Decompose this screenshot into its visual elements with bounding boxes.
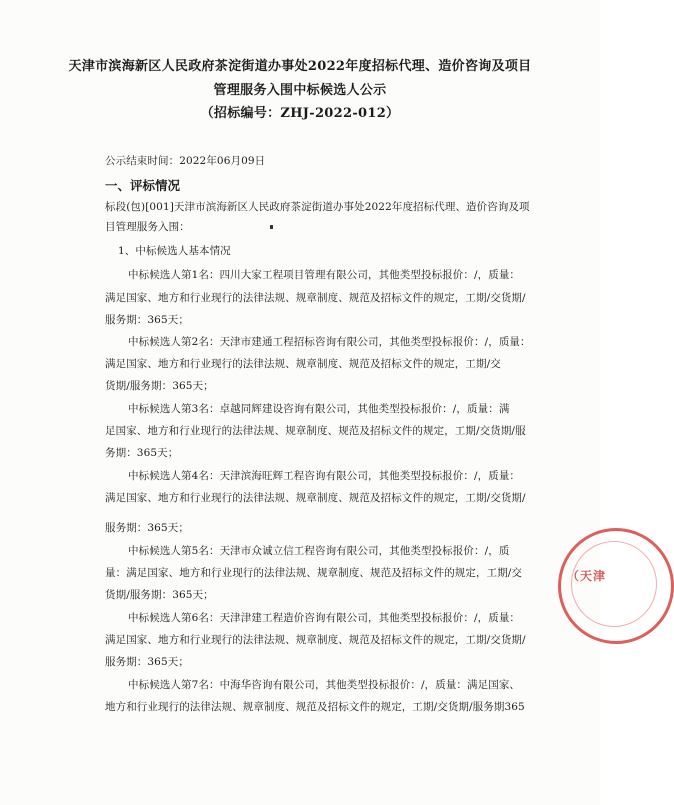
- candidate-4-line-2: 满足国家、地方和行业现行的法律法规、规章制度、规范及招标文件的规定，工期/交货期/: [105, 492, 526, 504]
- candidate-5-line-3: 货期/服务期：365天；: [105, 589, 214, 601]
- candidate-4-line-3: 服务期：365天；: [105, 522, 189, 534]
- candidate-2-line-1: 中标候选人第2名：天津市建通工程招标咨询有限公司，其他类型投标报价：/，质量：: [128, 336, 531, 348]
- official-seal-inner-ring: [571, 541, 657, 627]
- candidate-6-line-1: 中标候选人第6名：天津津建工程造价咨询有限公司，其他类型投标报价：/，质量：: [128, 612, 521, 624]
- official-seal: [558, 528, 674, 644]
- lot-description-line-1: 标段(包)[001]天津市滨海新区人民政府茶淀街道办事处2022年度招标代理、造价咨询及项: [105, 201, 530, 213]
- candidate-3-line-2: 足国家、地方和行业现行的法律法规、规章制度、规范及招标文件的规定，工期/交货期/服: [105, 425, 526, 437]
- lot-description-line-2: 目管理服务入围：: [105, 221, 190, 233]
- official-seal-text: （天津: [567, 569, 607, 583]
- candidate-6-line-2: 满足国家、地方和行业现行的法律法规、规章制度、规范及招标文件的规定，工期/交货期/: [105, 634, 526, 646]
- candidate-2-line-2: 满足国家、地方和行业现行的法律法规、规章制度、规范及招标文件的规定，工期/交: [105, 358, 501, 370]
- candidate-5-line-2: 量：满足国家、地方和行业现行的法律法规、规章制度、规范及招标文件的规定，工期/交: [105, 567, 523, 579]
- candidate-1-line-3: 服务期：365天；: [105, 314, 189, 326]
- section-heading-evaluation: 一、评标情况: [105, 178, 181, 193]
- candidate-5-line-1: 中标候选人第5名：天津市众诚立信工程咨询有限公司，其他类型投标报价：/，质: [128, 545, 510, 557]
- tender-number: （招标编号：ZHJ-2022-012）: [200, 106, 400, 121]
- scan-mark: [270, 225, 273, 229]
- document-title-line-1: 天津市滨海新区人民政府茶淀街道办事处2022年度招标代理、造价咨询及项目: [68, 59, 532, 74]
- document-title-line-2: 管理服务入围中标候选人公示: [213, 83, 387, 98]
- candidate-1-line-1: 中标候选人第1名：四川大家工程项目管理有限公司，其他类型投标报价：/，质量：: [128, 269, 521, 281]
- candidate-3-line-1: 中标候选人第3名：卓越同辉建设咨询有限公司，其他类型投标报价：/，质量：满: [128, 403, 510, 415]
- candidate-3-line-3: 务期：365天；: [105, 447, 179, 459]
- publicity-end-time: 公示结束时间：2022年06月09日: [105, 155, 266, 167]
- candidate-2-line-3: 货期/服务期：365天；: [105, 380, 214, 392]
- candidate-7-line-2: 地方和行业现行的法律法规、规章制度、规范及招标文件的规定，工期/交货期/服务期365: [105, 701, 525, 713]
- candidate-7-line-1: 中标候选人第7名：中海华咨询有限公司，其他类型投标报价：/，质量：满足国家、: [128, 679, 521, 691]
- subsection-heading-candidates: 1、中标候选人基本情况: [118, 245, 231, 257]
- candidate-1-line-2: 满足国家、地方和行业现行的法律法规、规章制度、规范及招标文件的规定，工期/交货期/: [105, 292, 526, 304]
- candidate-4-line-1: 中标候选人第4名：天津滨海旺辉工程咨询有限公司，其他类型投标报价：/，质量：: [128, 470, 521, 482]
- candidate-6-line-3: 服务期：365天；: [105, 656, 189, 668]
